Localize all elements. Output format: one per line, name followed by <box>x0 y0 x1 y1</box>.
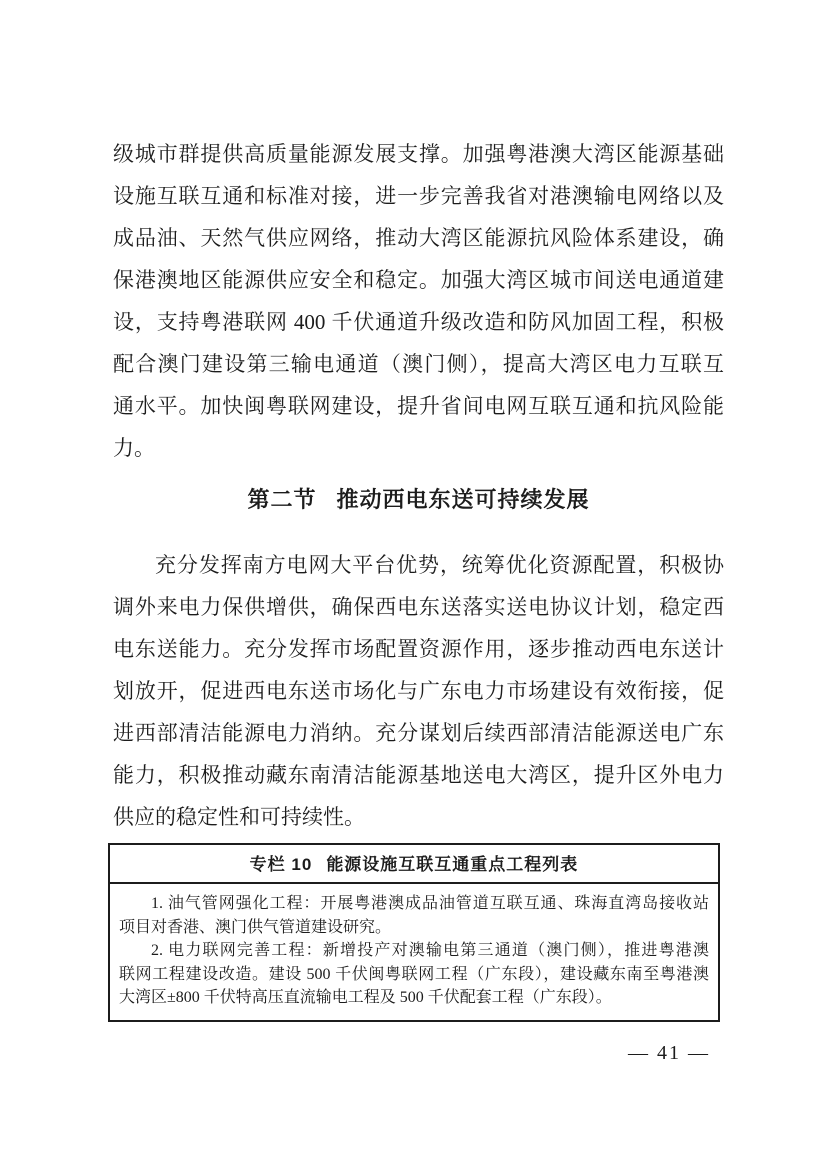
box-text-line: 1. 油气管网强化工程：开展粤港澳成品油管道互联互通、珠海直湾岛接收站 <box>151 895 709 912</box>
box-text-line: 项目对香港、澳门供气管道建设研究。 <box>119 918 392 936</box>
feature-box-title: 能源设施互联互通重点工程列表 <box>326 855 579 874</box>
section-number: 第二节 <box>247 487 317 512</box>
body-text-line: 成品油、天然气供应网络，推动大湾区能源抗风险体系建设，确 <box>113 226 724 250</box>
body-text-line: 进西部清洁能源电力消纳。充分谋划后续西部清洁能源送电广东 <box>113 721 724 745</box>
text-block <box>113 133 724 1022</box>
body-text-line: 通水平。加快闽粤联网建设，提升省间电网互联互通和抗风险能 <box>113 394 724 418</box>
box-text-line: 2. 电力联网完善工程：新增投产对澳输电第三通道（澳门侧），推进粤港澳 <box>151 942 709 959</box>
feature-box-header <box>110 845 718 884</box>
body-text-line: 级城市群提供高质量能源发展支撑。加强粤港澳大湾区能源基础 <box>113 142 724 166</box>
body-text-line: 电东送能力。充分发挥市场配置资源作用，逐步推动西电东送计 <box>113 637 724 661</box>
page-number: — 41 — <box>628 1042 710 1064</box>
body-text-line: 划放开，促进西电东送市场化与广东电力市场建设有效衔接，促 <box>113 679 724 703</box>
section-heading <box>113 485 724 515</box>
body-text-line: 力。 <box>113 436 155 460</box>
body-text-line: 调外来电力保供增供，确保西电东送落实送电协议计划，稳定西 <box>113 595 724 619</box>
section-title: 推动西电东送可持续发展 <box>336 487 590 512</box>
paragraph-body <box>113 544 724 838</box>
body-text-line: 保港澳地区能源供应安全和稳定。加强大湾区城市间送电通道建 <box>113 268 724 292</box>
body-text-line: 能力，积极推动藏东南清洁能源基地送电大湾区，提升区外电力 <box>113 763 724 787</box>
feature-box-column-10 <box>108 843 720 1022</box>
feature-box-body <box>110 884 718 1020</box>
box-text-line: 联网工程建设改造。建设 500 千伏闽粤联网工程（广东段），建设藏东南至粤港澳 <box>119 965 709 983</box>
feature-box-label: 专栏 10 <box>249 855 313 874</box>
body-text-line: 配合澳门建设第三输电通道（澳门侧），提高大湾区电力互联互 <box>113 352 724 376</box>
paragraph-continuation <box>113 133 724 469</box>
body-text-line: 供应的稳定性和可持续性。 <box>113 805 365 829</box>
body-text-line: 充分发挥南方电网大平台优势，统筹优化资源配置，积极协 <box>155 553 724 577</box>
box-text-line: 大湾区±800 千伏特高压直流输电工程及 500 千伏配套工程（广东段）。 <box>119 989 612 1006</box>
body-text-line: 设，支持粤港联网 400 千伏通道升级改造和防风加固工程，积极 <box>113 310 724 334</box>
body-text-line: 设施互联互通和标准对接，进一步完善我省对港澳输电网络以及 <box>113 184 724 208</box>
